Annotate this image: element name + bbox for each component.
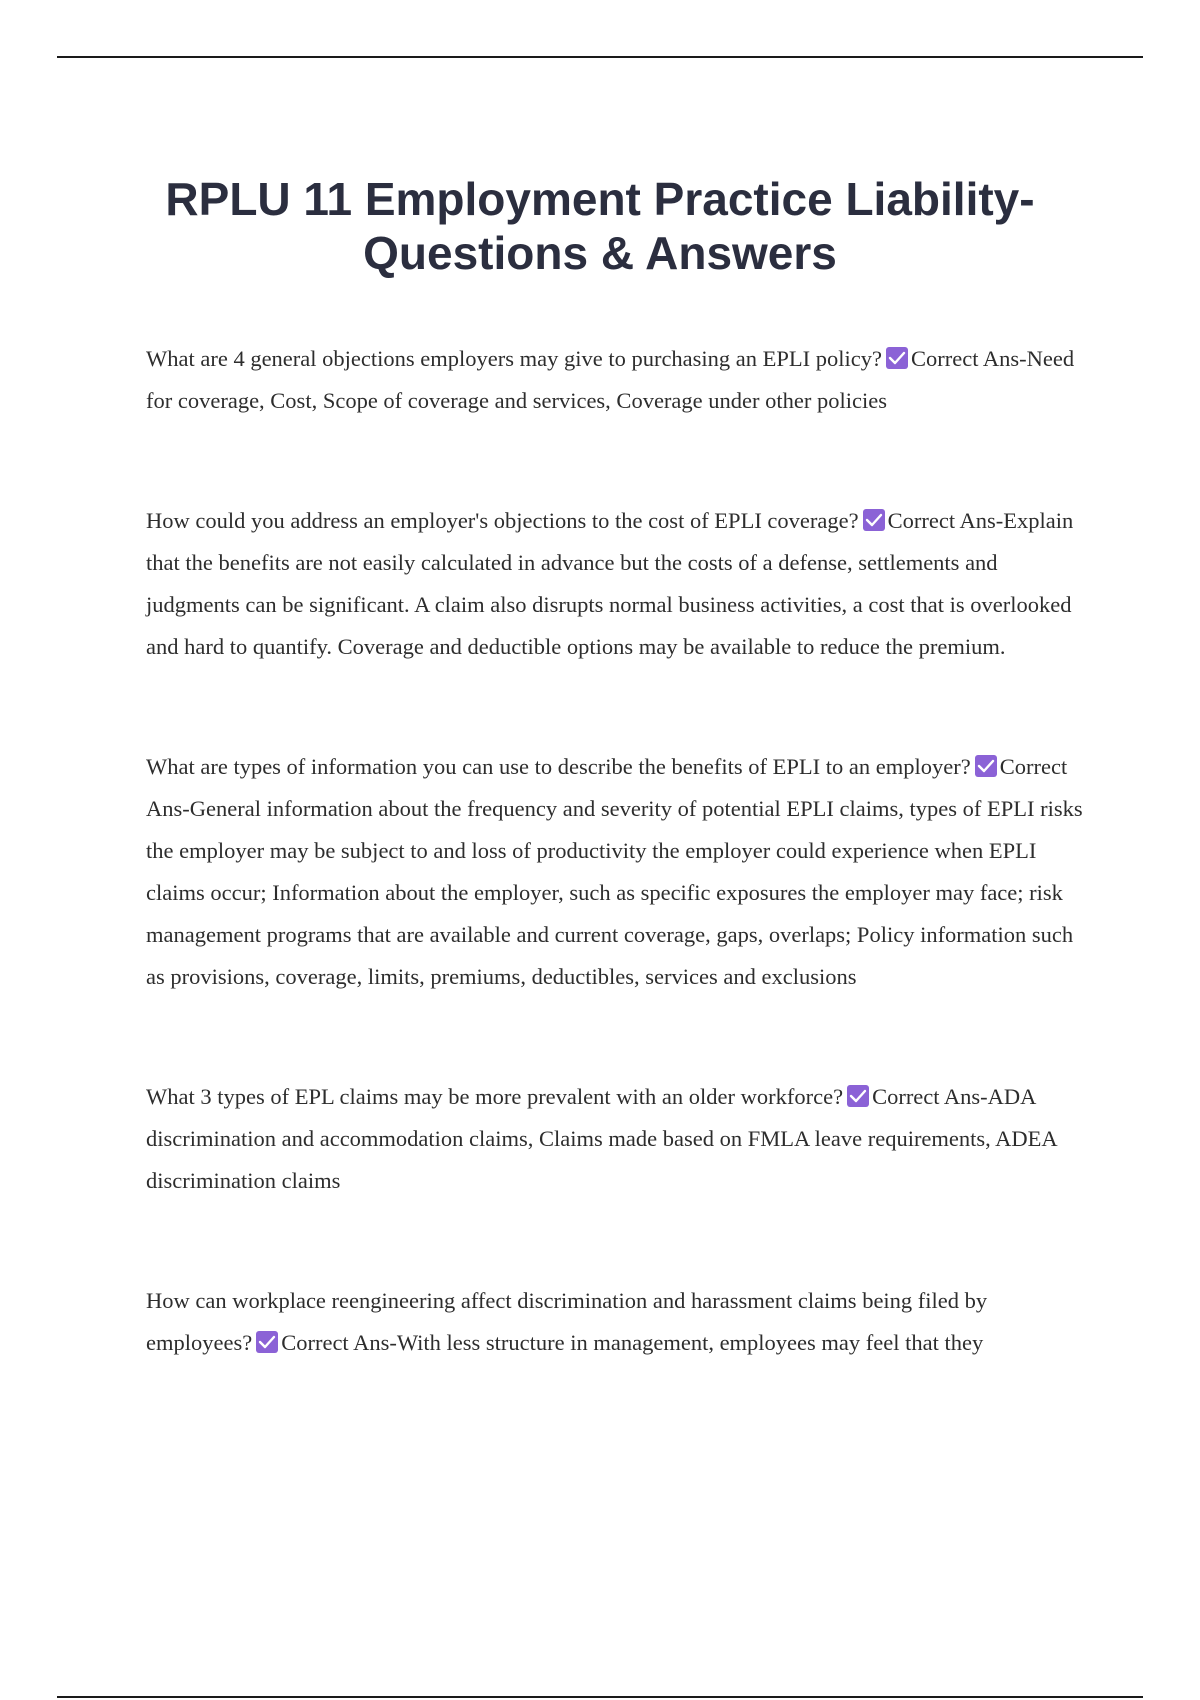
check-box-icon (886, 347, 908, 369)
title-line-2: Questions & Answers (363, 227, 837, 279)
page-title (0, 172, 1200, 280)
bottom-rule (57, 1696, 1143, 1698)
check-box-icon (847, 1085, 869, 1107)
title-line-1: RPLU 11 Employment Practice Liability- (165, 173, 1035, 225)
answer-text: Correct Ans-ADA discrimination and accommodation claims, Claims made based on FMLA leave requirements, ADEA discrimination claims (146, 1084, 1057, 1193)
question-text: What are 4 general objections employers may give to purchasing an EPLI policy? (146, 346, 883, 371)
question-text: How can workplace reengineering affect discrimination and harassment claims being filed by employees? (146, 1288, 988, 1355)
check-box-icon (256, 1331, 278, 1353)
qa-item-1 (146, 338, 1096, 422)
question-text: What 3 types of EPL claims may be more prevalent with an older workforce? (146, 1084, 844, 1109)
question-text: What are types of information you can use to describe the benefits of EPLI to an employer? (146, 754, 971, 779)
qa-item-3 (146, 746, 1096, 998)
answer-text: Correct Ans-With less structure in management, employees may feel that they (281, 1330, 984, 1355)
check-box-icon (975, 755, 997, 777)
answer-text: Correct Ans-Need for coverage, Cost, Scope of coverage and services, Coverage under other policies (146, 346, 1075, 413)
qa-list (146, 338, 1096, 1364)
question-text: How could you address an employer's objections to the cost of EPLI coverage? (146, 508, 859, 533)
answer-text: Correct Ans-General information about the frequency and severity of potential EPLI claims, types of EPLI risks the employer may be subject to and loss of productivity the employer could experience when EPLI claims occur; Information about the employer, such as specific exposures the employer may face; risk management programs that are available and current coverage, gaps, overlaps; Policy information such as provisions, coverage, limits, premiums, deductibles, services and exclusions (146, 754, 1083, 989)
qa-item-4 (146, 1076, 1096, 1202)
qa-item-2 (146, 500, 1096, 668)
check-box-icon (863, 509, 885, 531)
answer-text: Correct Ans-Explain that the benefits are not easily calculated in advance but the costs of a defense, settlements and judgments can be significant. A claim also disrupts normal business activities, a cost that is overlooked and hard to quantify. Coverage and deductible options may be available to reduce the premium. (146, 508, 1074, 659)
qa-item-5 (146, 1280, 1096, 1364)
top-rule (57, 56, 1143, 58)
